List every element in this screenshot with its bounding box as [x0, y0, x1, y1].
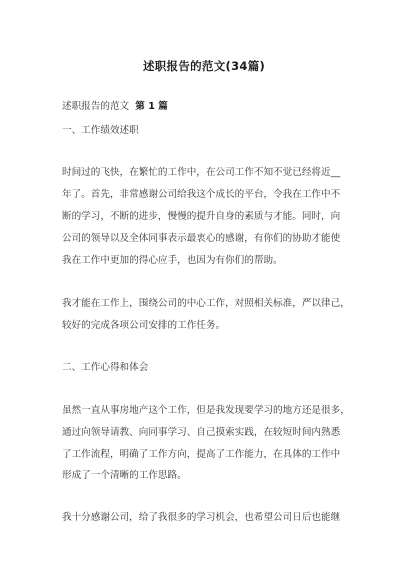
paragraph-line: 断的学习，不断的进步，慢慢的提升自身的素质与才能。同时，向 [62, 211, 341, 222]
section-heading-1: 一、工作绩效述职 [62, 125, 139, 136]
paragraph-line: 年了。首先，非常感谢公司给我这个成长的平台，令我在工作中不 [62, 189, 341, 200]
document-title: 述职报告的范文(34篇) [142, 59, 266, 73]
section-heading-2: 二、工作心得和体会 [62, 362, 149, 373]
paragraph-line: 通过向领导请教、向同事学习、自己摸索实践，在较短时间内熟悉 [62, 427, 341, 438]
paragraph-line: 较好的完成各项公司安排的工作任务。 [62, 320, 226, 331]
document-subtitle [62, 101, 168, 113]
subtitle-text: 述职报告的范文 [62, 101, 130, 112]
paragraph-line: 了工作流程，明确了工作方向，提高了工作能力，在具体的工作中 [62, 449, 341, 460]
paragraph-line: 我才能在工作上，围绕公司的中心工作，对照相关标准，严以律己， [62, 298, 350, 309]
subtitle-number: 第 1 篇 [135, 101, 168, 112]
paragraph-line: 形成了一个清晰的工作思路。 [62, 470, 187, 481]
paragraph-line: 公司的领导以及全体同事表示最衷心的感谢，有你们的协助才能使 [62, 233, 341, 244]
paragraph-line: 虽然一直从事房地产这个工作，但是我发现要学习的地方还是很多， [62, 405, 350, 416]
paragraph-line: 时间过的飞快，在繁忙的工作中，在公司工作不知不觉已经将近__ [62, 167, 341, 178]
paragraph-line: 我在工作中更加的得心应手，也因为有你们的帮助。 [62, 255, 283, 266]
paragraph-line: 我十分感谢公司，给了我很多的学习机会，也希望公司日后也能继 [62, 512, 341, 523]
